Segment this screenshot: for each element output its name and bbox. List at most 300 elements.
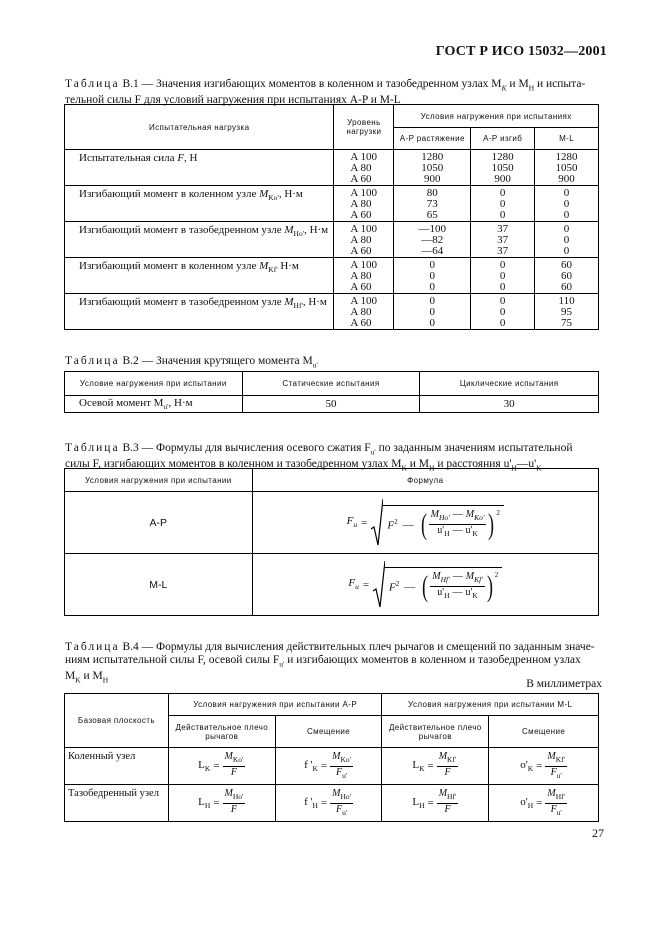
formula [253,499,598,547]
level-value: A 60 [350,209,372,221]
level-value: A 80 [350,234,372,246]
value: 900 [494,173,511,185]
value: 110 [558,295,575,307]
sqrt-stroke [373,561,385,607]
formula-lhs [347,515,357,529]
value: 1050 [555,162,578,174]
num-b-var: M [465,509,475,520]
f-squared [389,580,399,594]
row-label [65,396,243,413]
level-value: A 100 [350,187,378,199]
num-sub: Ko' [232,754,244,764]
level-cell [334,186,394,222]
formula-lhs [304,759,318,773]
lhs-var: F [346,515,354,528]
caption-text: тельной силы F для условий нагружения при испытаниях A-P и M-L [65,94,401,107]
formula [276,751,382,782]
fraction [545,788,567,819]
col-header-condition: Условие нагружения при испытании [65,372,243,396]
fraction [545,751,567,782]
value: 65 [426,209,438,221]
lhs-var: o' [520,758,528,771]
equals-sign: = [427,760,434,772]
formula [169,751,275,782]
lhs-var: f ' [304,795,313,808]
value: 900 [558,173,575,185]
col-header-ml: Условия нагружения при испытании M-L [382,694,599,716]
value: 37 [497,223,509,235]
value: 0 [563,223,570,235]
value: 0 [429,317,436,329]
num-a-var: M [430,509,439,520]
formula-lhs [198,759,210,773]
denominator [437,767,459,782]
num-sub: Ho' [340,791,351,801]
row-label-text: Испытательная сила [79,152,175,164]
table-row [65,186,599,222]
caption-text: и M [509,78,529,90]
den-a-sub: H [444,591,450,600]
equals-sign: = [536,797,543,809]
formula-lhs [412,796,424,810]
num-minus: — [452,509,463,520]
den-var: F [335,803,343,815]
f-var: F [389,581,396,594]
value: 0 [563,209,570,221]
value: 0 [429,281,436,293]
row-label-unit: , Н·м [302,296,327,308]
paren-group [420,571,498,602]
fraction [430,571,485,602]
formula-lhs [348,577,358,591]
table-b2 [64,371,599,413]
formula-cell [252,492,598,554]
sqrt-stroke [371,499,383,545]
value: 0 [499,270,506,282]
formula-lhs [198,796,210,810]
formula-cell [489,785,599,822]
col-header-formula: Формула [252,469,598,492]
value: 95 [561,306,573,318]
level-cell [334,258,394,294]
equals-sign: = [427,797,434,809]
num-var: M [224,750,233,762]
caption-text: силы F, изгибающих моментов в коленном и тазобедренном узлах M [65,458,402,471]
formula-lhs [520,796,533,810]
value-cell [471,150,535,186]
numerator [430,571,485,587]
value: 1280 [491,151,514,163]
left-paren: ( [420,507,427,541]
row-label-text: Изгибающий момент в тазобедренном узле [79,224,282,236]
level-value: A 60 [350,245,372,257]
formula-cell [168,748,275,785]
numerator [330,751,353,767]
value-cell [471,186,535,222]
value: 0 [563,234,570,246]
num-b-sub: Ko' [474,513,485,522]
caption-sub: H [528,83,535,93]
table-row [65,554,599,616]
lhs-sub: H [527,801,534,811]
denominator [437,804,459,819]
level-value: A 80 [350,270,372,282]
formula-cell [275,748,382,785]
den-a-sub: H [444,529,450,538]
row-label: Коленный узел [65,748,169,785]
num-var: M [547,750,556,762]
caption-sub: u' [279,659,285,669]
row-label-unit: , Н·м [278,188,303,200]
cyclic-value: 30 [420,396,599,413]
col-header-shift: Смещение [489,716,599,748]
formula-cell [275,785,382,822]
table-row [65,222,599,258]
col-header-ap-bend: A-P изгиб [471,128,535,150]
units-note: В миллиметрах [526,678,602,690]
num-sub: Kf' [555,754,565,764]
page-number: 27 [592,826,604,840]
value-cell [471,222,535,258]
denominator [223,767,246,782]
caption-text: M [65,670,76,683]
den-b-sub: K [472,591,478,600]
level-cell [334,222,394,258]
value: 1280 [555,151,578,163]
den-var: F [444,766,451,778]
num-var: M [438,750,448,762]
value: 0 [499,198,506,210]
den-a-var: u' [437,525,445,536]
value: 80 [426,187,438,199]
num-sub: Ko' [340,754,351,764]
caption-text: и M [409,458,430,471]
exponent: 2 [394,517,398,526]
caption-label: Таблица [65,641,120,653]
static-value: 50 [242,396,420,413]
col-header-level: Уровень нагрузки [334,105,394,150]
col-header-ml: M-L [535,128,599,150]
level-value: A 100 [350,295,378,307]
radicand [383,505,504,540]
den-a-var: u' [437,587,445,598]
num-sub: Hf' [555,791,565,801]
value: —100 [418,223,447,235]
level-cell [334,294,394,330]
caption-sub: K [401,463,407,473]
value-cell [394,294,471,330]
row-label-sub: Ko' [268,193,279,203]
row-label [65,258,334,294]
row-label-var: M [284,224,294,236]
num-sub: Ho' [232,791,244,801]
fraction [330,788,353,819]
value: —64 [421,245,444,257]
col-header-ap: Условия нагружения при испытании A-P [168,694,382,716]
caption-text: и изгибающих моментов в коленном и тазобедренном узлах [287,654,581,666]
row-label-unit: , Н·м [168,396,193,409]
level-value: A 60 [350,173,372,185]
value: 0 [563,187,570,199]
table-b4 [64,693,599,822]
den-var: F [550,803,557,815]
value: 0 [429,306,436,318]
equals-sign: = [536,760,543,772]
table-row [65,785,599,822]
condition-cell: A-P [65,492,253,554]
row-label-text: Изгибающий момент в коленном узле [79,188,257,200]
caption-sub: u' [370,447,376,457]
numerator [223,751,246,767]
value: 900 [424,173,441,185]
row-label-unit: Н·м [277,260,299,272]
numerator [429,509,487,525]
numerator [437,751,459,767]
caption-text: и испыта- [536,78,586,90]
num-b-var: M [465,571,475,582]
den-minus: — [452,525,463,536]
row-label-sub: Kf' [268,265,278,275]
lhs-var: L [198,758,205,771]
level-value: A 100 [350,223,378,235]
value: 0 [499,187,506,199]
value: 0 [499,295,506,307]
caption-text: и расстояния u' [437,458,512,471]
value: 75 [561,317,573,329]
denominator [430,587,485,602]
col-header-lever: Действительное плечо рычагов [168,716,275,748]
lhs-var: L [412,795,420,808]
row-label-text: Изгибающий момент в коленном узле [79,260,257,272]
formula [489,788,598,819]
lhs-sub: H [419,801,425,811]
row-label-var: F [177,152,185,164]
level-value: A 80 [350,162,372,174]
table-b3 [64,468,599,616]
caption-sub: K [501,83,507,93]
value: 60 [561,259,573,271]
num-b-sub: Kf' [474,575,483,584]
fraction [223,751,246,782]
den-sub: u' [556,807,562,817]
table-row [65,258,599,294]
value-cell [471,294,535,330]
caption-text: —u' [516,458,537,471]
document-header: ГОСТ Р ИСО 15032—2001 [435,44,607,59]
lhs-var: L [198,795,205,808]
fraction [330,751,353,782]
num-a [432,571,449,582]
row-label-sub: Hf' [293,301,303,311]
lhs-sub: H [312,801,318,811]
num-var: M [332,787,341,799]
table-row [65,748,599,785]
value-cell [394,258,471,294]
equals-sign: = [362,578,370,591]
num-a [431,509,450,520]
equals-sign: = [320,797,328,809]
value: 37 [497,234,509,246]
caption-sub: H [511,463,517,473]
row-label-text: Осевой момент M [79,396,164,409]
value: 1050 [421,162,444,174]
level-value: A 100 [350,259,378,271]
row-label-var: M [259,188,269,200]
right-paren: ) [486,569,493,603]
denominator [545,767,567,782]
value: 1280 [421,151,444,163]
sqrt-sign-icon [371,499,383,547]
lhs-sub: u [353,520,358,530]
numerator [545,751,567,767]
equals-sign: = [361,516,368,529]
fraction [437,788,459,819]
fraction [223,788,246,819]
formula [169,788,275,819]
caption-text: В.1 — Значения изгибающих моментов в коленном и тазобедренном узлах M [122,78,502,90]
den-var: F [335,766,343,778]
equals-sign: = [320,760,328,772]
value: 0 [499,317,506,329]
sqrt-sign-icon [373,561,385,609]
minus-sign: — [404,580,416,593]
den-b-var: u' [465,525,473,536]
formula [489,751,598,782]
lhs-sub: H [204,801,211,811]
num-sub: Kf' [447,754,457,764]
value-cell [394,186,471,222]
level-value: A 60 [350,281,372,293]
caption-label: Таблица [65,442,120,454]
left-paren: ( [422,569,429,603]
col-header-shift: Смещение [275,716,382,748]
radicand [385,567,502,602]
value-cell [535,258,599,294]
den-var: F [444,803,451,815]
value: 73 [426,198,438,210]
lhs-var: F [348,577,356,590]
num-var: M [224,787,233,799]
caption-text: по заданным значениям испытательной [378,442,573,454]
formula [382,788,488,819]
value-cell [471,258,535,294]
formula [276,788,382,819]
row-label-var: M [259,260,269,272]
equals-sign: = [213,760,220,772]
value-cell [535,294,599,330]
num-sub: Hf' [447,791,457,801]
value: 60 [561,270,573,282]
formula-cell [489,748,599,785]
row-label-unit: , Н·м [304,224,329,236]
row-label-text: Изгибающий момент в тазобедренном узле [79,296,282,308]
lhs-sub: K [312,764,318,774]
col-header-ap-tension: A-P растяжение [394,128,471,150]
lhs-sub: K [527,764,534,774]
lhs-var: L [412,758,420,771]
value: 0 [563,198,570,210]
den-sub: u' [342,770,348,780]
f-squared [387,518,397,532]
value-cell [535,150,599,186]
numerator [330,788,353,804]
formula [253,561,598,609]
paren-group [419,509,500,540]
fraction [437,751,459,782]
value: 0 [499,259,506,271]
num-a-sub: Hf' [440,575,450,584]
numerator [545,788,567,804]
caption-sub: K [75,675,81,685]
row-label-sub: u' [163,402,169,412]
value-cell [394,150,471,186]
formula-cell [382,748,489,785]
row-label [65,294,334,330]
denominator [223,804,246,819]
numerator [437,788,459,804]
formula-cell [252,554,598,616]
num-b [466,509,485,520]
value: 37 [497,245,509,257]
col-header-base: Базовая плоскость [65,694,169,748]
numerator [223,788,246,804]
row-label [65,186,334,222]
col-header-load: Испытательная нагрузка [65,105,334,150]
col-header-conditions: Условия нагружения при испытаниях [394,105,599,128]
fraction [429,509,487,540]
table-b1 [64,104,599,330]
level-value: A 80 [350,306,372,318]
formula-lhs [304,796,318,810]
exponent: 2 [395,579,400,588]
formula-cell [168,785,275,822]
den-var: F [230,766,237,778]
lhs-var: f ' [304,758,313,771]
row-label [65,150,334,186]
caption-text: В.4 — Формулы для вычисления действительных плеч рычагов и смещений по заданным значе- [122,641,595,653]
row-label-unit: , Н [184,152,198,164]
table-b4-caption [65,641,600,687]
value: 0 [563,245,570,257]
value: 0 [499,209,506,221]
formula-lhs [520,759,533,773]
caption-sub: K [536,463,542,473]
value-cell [535,186,599,222]
denominator [330,767,353,782]
caption-label: Таблица [65,78,120,90]
num-a-sub: Ho' [438,513,450,522]
value: 1050 [491,162,514,174]
table-b1-caption [65,78,600,107]
lhs-var: o' [520,795,528,808]
den-var: F [550,766,557,778]
condition-cell: M-L [65,554,253,616]
num-var: M [438,787,448,799]
exponent: 2 [494,571,499,579]
num-var: M [547,787,556,799]
table-row [65,294,599,330]
value-cell [394,222,471,258]
row-label-sub: Ho' [293,229,305,239]
right-paren: ) [488,507,495,541]
exponent: 2 [496,509,500,517]
level-value: A 60 [350,317,372,329]
denominator [545,804,567,819]
caption-sub: u' [312,360,318,370]
table-row [65,150,599,186]
col-header-cyclic: Циклические испытания [420,372,599,396]
lhs-sub: u [355,582,359,592]
